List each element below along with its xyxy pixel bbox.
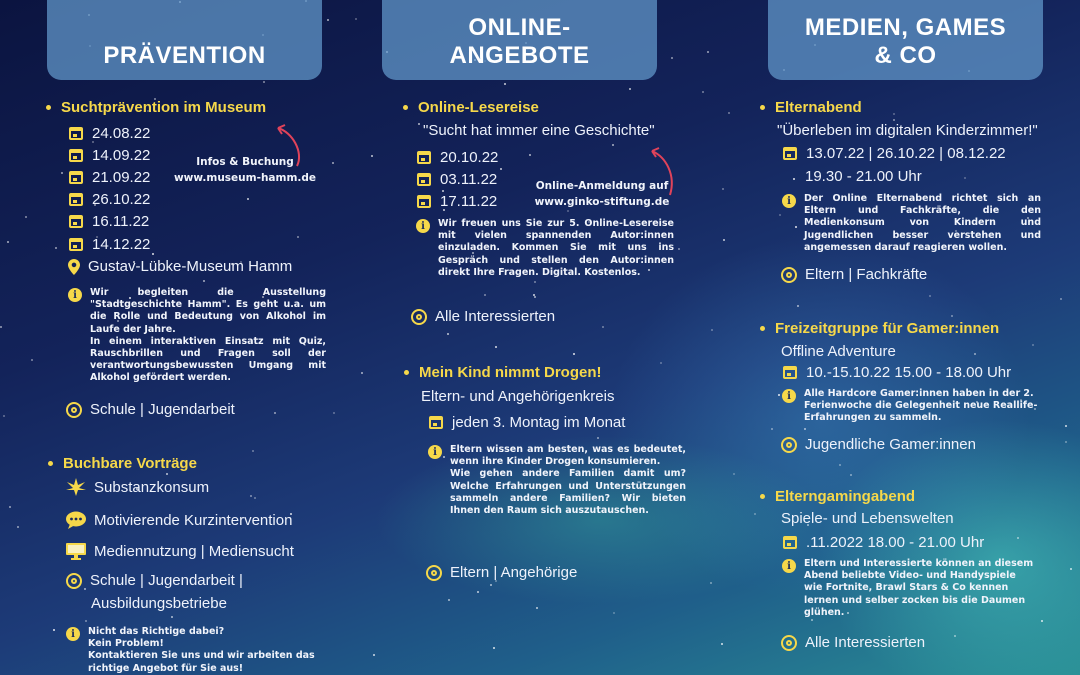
leaf-icon (66, 478, 86, 496)
target-icon (781, 267, 797, 283)
star-dot (797, 305, 799, 307)
star-dot (733, 473, 735, 475)
note-text: Wir freuen uns Sie zur 5. Online-Lesereise mit vielen spannenden Autor:innen einzuladen. Kommen Sie mit uns ins Gespräch und stellen den Autor:innen direkt Ihre Fragen. Digital. Kostenlos. (438, 218, 674, 278)
location-pin-icon (68, 259, 80, 275)
star-dot (839, 464, 841, 466)
bullet-icon (760, 105, 765, 110)
star-dot (811, 619, 813, 621)
star-dot (793, 178, 795, 180)
gamer-info-note (782, 388, 1042, 425)
bullet-icon (760, 494, 765, 499)
date-item (68, 125, 150, 142)
bullet-icon (760, 326, 765, 331)
star-dot (929, 295, 931, 297)
note-text: Der Online Elternabend richtet sich an Eltern und Fachkräfte, die den Medienkonsum von Kindern und Jugendlichen besser verstehen und angemessen darauf reagieren wollen. (804, 193, 1041, 253)
info-icon: i (66, 627, 80, 641)
star-dot (660, 362, 662, 364)
target-group-item (66, 572, 243, 589)
note-text: Nicht das Richtige dabei? Kein Problem! Kontaktieren Sie uns und wir arbeiten das richtige Angebot für Sie aus! (88, 626, 315, 674)
section-title-text: Freizeitgruppe für Gamer:innen (775, 320, 1000, 337)
star-dot (17, 526, 19, 528)
section-title-text: Elternabend (775, 99, 862, 116)
star-dot (448, 599, 450, 601)
star-dot (671, 57, 673, 59)
lesereise-info-note (416, 218, 674, 279)
star-dot (274, 412, 276, 414)
target-icon (66, 573, 82, 589)
date-text: 17.11.22 (440, 193, 498, 210)
star-dot (55, 247, 57, 249)
star-dot (613, 612, 615, 614)
target-icon (411, 309, 427, 325)
header-praevention: PRÄVENTION (47, 0, 322, 80)
date-item (68, 213, 149, 230)
note-text: Eltern wissen am besten, was es bedeutet, wenn ihre Kinder Drogen konsumieren. Wie gehen andere Familien damit um? Welche Erfahrungen und Unterstützungen sammeln andere Familien? Wir bieten Ihnen den Raum sich auszutauschen. (450, 444, 686, 517)
date-text: 10.-15.10.22 15.00 - 18.00 Uhr (806, 364, 1012, 381)
elternabend-info-note (782, 193, 1042, 254)
section-elterngamingabend (760, 488, 915, 505)
star-dot (252, 450, 254, 452)
star-dot (954, 635, 956, 637)
date-item (416, 171, 497, 188)
star-dot (707, 51, 709, 53)
target-text-continued: Ausbildungsbetriebe (91, 595, 227, 612)
bullet-icon (404, 370, 409, 375)
star-dot (152, 253, 154, 255)
star-dot (721, 643, 723, 645)
target-icon (66, 402, 82, 418)
info-icon: i (782, 194, 796, 208)
section-subtitle: "Überleben im digitalen Kinderzimmer!" (777, 122, 1038, 139)
note-text: Wir begleiten die Ausstellung "Stadtgeschichte Hamm". Es geht u.a. um die Rolle und Bedeutung von Alkohol im Laufe der Jahre. In einem interaktiven Einsatz mit Quiz, Rauschbrillen und Fragen soll der verantwortungsbewussten Umgang mit Alkohol gefördert werden. (90, 287, 326, 384)
section-buchbare-vortraege (48, 455, 197, 472)
star-dot (678, 248, 680, 250)
star-dot (711, 329, 713, 331)
target-text: Eltern | Fachkräfte (805, 266, 928, 283)
star-dot (728, 112, 730, 114)
target-text: Alle Interessierten (805, 634, 926, 651)
star-dot (974, 353, 976, 355)
gamingabend-info-note (782, 558, 1042, 619)
date-item (782, 534, 984, 551)
calendar-icon (416, 194, 432, 210)
target-text: Alle Interessierten (435, 308, 556, 325)
star-dot (500, 168, 502, 170)
star-dot (263, 81, 265, 83)
star-dot (9, 506, 11, 508)
section-subtitle: Spiele- und Lebenswelten (781, 510, 954, 527)
calendar-icon (782, 365, 798, 381)
date-text: 03.11.22 (440, 171, 498, 188)
star-dot (779, 214, 781, 216)
star-dot (171, 616, 173, 618)
date-item (68, 236, 150, 253)
star-dot (254, 497, 256, 499)
booking-label: Infos & Buchung (196, 156, 294, 168)
speech-bubble-icon (66, 511, 86, 529)
section-title-text: Buchbare Vorträge (63, 455, 197, 472)
target-text: Schule | Jugendarbeit (90, 401, 235, 418)
star-dot (493, 647, 495, 649)
section-title-text: Mein Kind nimmt Drogen! (419, 364, 602, 381)
vortraege-info-note (66, 626, 326, 675)
section-mein-kind-drogen (404, 364, 602, 381)
date-text: 20.10.22 (440, 149, 499, 166)
note-text: Alle Hardcore Gamer:innen haben in der 2. Ferienwoche die Gelegenheit neue Reallife- Erfahrungen zu sammeln. (804, 388, 1038, 424)
calendar-icon (68, 170, 84, 186)
star-dot (490, 584, 492, 586)
star-dot (893, 119, 895, 121)
star-dot (534, 281, 536, 283)
section-elternabend (760, 99, 862, 116)
date-text: jeden 3. Montag im Monat (452, 414, 626, 431)
target-text: Eltern | Angehörige (450, 564, 578, 581)
date-text: 26.10.22 (92, 191, 151, 208)
header-online-angebote: ONLINE- ANGEBOTE (382, 0, 657, 80)
star-dot (61, 172, 63, 174)
star-dot (754, 513, 756, 515)
target-group-item (66, 401, 235, 418)
star-dot (1070, 568, 1072, 570)
star-dot (1065, 425, 1067, 427)
target-text: Schule | Jugendarbeit | (90, 572, 243, 589)
star-dot (250, 495, 252, 497)
star-dot (612, 144, 614, 146)
topic-item (66, 542, 294, 560)
calendar-icon (68, 126, 84, 142)
star-dot (893, 113, 895, 115)
section-title-text: Online-Lesereise (418, 99, 539, 116)
drogen-info-note (428, 444, 686, 517)
bullet-icon (403, 105, 408, 110)
info-icon: i (782, 389, 796, 403)
star-dot (371, 155, 373, 157)
star-dot (447, 333, 449, 335)
star-dot (442, 190, 444, 192)
info-icon: i (428, 445, 442, 459)
topic-item (66, 511, 292, 529)
star-dot (536, 607, 538, 609)
section-online-lesereise (403, 99, 539, 116)
arrow-icon (644, 145, 684, 200)
star-dot (477, 591, 479, 593)
section-subtitle: "Sucht hat immer eine Geschichte" (423, 122, 655, 139)
date-item (428, 414, 625, 431)
date-item (416, 149, 498, 166)
info-icon: i (68, 288, 82, 302)
star-dot (804, 428, 806, 430)
date-text: 14.12.22 (92, 236, 151, 253)
star-dot (418, 123, 420, 125)
target-group-item (781, 634, 925, 651)
star-dot (203, 280, 205, 282)
target-icon (781, 635, 797, 651)
star-dot (1032, 344, 1034, 346)
date-text: 24.08.22 (92, 125, 151, 142)
star-dot (597, 437, 599, 439)
star-dot (85, 620, 87, 622)
star-dot (850, 474, 852, 476)
star-dot (361, 372, 363, 374)
info-icon: i (416, 219, 430, 233)
booking-url-link[interactable]: www.museum-hamm.de (173, 172, 317, 184)
calendar-icon (68, 237, 84, 253)
star-dot (3, 415, 5, 417)
calendar-icon (416, 150, 432, 166)
section-freizeitgruppe-gamer (760, 320, 999, 337)
calendar-icon (68, 192, 84, 208)
note-text: Eltern und Interessierte können an diesem Abend beliebte Video- und Handyspiele wie Fortnite, Brawl Stars & Co kennen lernen und selber zocken bis die Daumen glühen. (804, 558, 1034, 618)
monitor-icon (66, 542, 86, 560)
target-text: Jugendliche Gamer:innen (805, 436, 976, 453)
bullet-icon (48, 461, 53, 466)
star-dot (7, 241, 9, 243)
star-dot (495, 346, 497, 348)
star-dot (629, 88, 631, 90)
topic-item (66, 478, 209, 496)
star-dot (31, 359, 33, 361)
calendar-icon (782, 535, 798, 551)
star-dot (964, 177, 966, 179)
star-dot (778, 394, 780, 396)
star-dot (25, 216, 27, 218)
star-dot (247, 198, 249, 200)
star-dot (53, 629, 55, 631)
star-dot (573, 353, 575, 355)
star-dot (602, 326, 604, 328)
date-text: 21.09.22 (92, 169, 151, 186)
section-suchtpraevention-museum (46, 99, 266, 116)
calendar-icon (68, 148, 84, 164)
target-group-item (411, 308, 555, 325)
star-dot (333, 412, 335, 414)
date-item (782, 364, 1011, 381)
star-dot (355, 18, 357, 20)
star-dot (723, 239, 725, 241)
signup-url-link[interactable]: www.ginko-stiftung.de (534, 196, 670, 208)
date-item (68, 169, 150, 186)
section-subtitle: Eltern- und Angehörigenkreis (421, 388, 615, 405)
date-item (68, 191, 150, 208)
topic-text: Substanzkonsum (94, 478, 210, 496)
location-item (68, 258, 292, 275)
star-dot (771, 428, 773, 430)
signup-label: Online-Anmeldung auf (535, 180, 669, 192)
target-group-item (781, 266, 927, 283)
target-group-item (781, 436, 976, 453)
star-dot (332, 162, 334, 164)
star-dot (710, 582, 712, 584)
star-dot (702, 91, 704, 93)
calendar-icon (428, 415, 444, 431)
section-title-text: Elterngamingabend (775, 488, 916, 505)
time-text: 19.30 - 21.00 Uhr (805, 168, 922, 185)
calendar-icon (416, 172, 432, 188)
date-text: 13.07.22 | 26.10.22 | 08.12.22 (806, 145, 1006, 162)
star-dot (1065, 441, 1067, 443)
date-text: 16.11.22 (92, 213, 150, 230)
date-item (782, 145, 1006, 162)
calendar-icon (782, 146, 798, 162)
museum-info-note (68, 287, 326, 385)
topic-text: Mediennutzung | Mediensucht (94, 542, 294, 560)
date-text: 14.09.22 (92, 147, 151, 164)
star-dot (534, 296, 536, 298)
star-dot (504, 83, 506, 85)
bullet-icon (46, 105, 51, 110)
location-text: Gustav-Lübke-Museum Hamm (88, 258, 293, 275)
star-dot (373, 654, 375, 656)
info-icon: i (782, 559, 796, 573)
target-icon (781, 437, 797, 453)
star-dot (951, 315, 953, 317)
star-dot (529, 154, 531, 156)
date-text: .11.2022 18.00 - 21.00 Uhr (806, 534, 985, 551)
target-group-item (426, 564, 577, 581)
calendar-icon (68, 214, 84, 230)
arrow-icon (270, 122, 310, 172)
star-dot (1041, 620, 1043, 622)
date-item (416, 193, 497, 210)
section-subtitle: Offline Adventure (781, 343, 896, 360)
star-dot (722, 188, 724, 190)
star-dot (166, 473, 168, 475)
topic-text: Motivierende Kurzintervention (94, 511, 293, 529)
star-dot (567, 210, 569, 212)
section-title-text: Suchtprävention im Museum (61, 99, 267, 116)
star-dot (297, 236, 299, 238)
star-dot (1060, 298, 1062, 300)
star-dot (1017, 537, 1019, 539)
star-dot (327, 19, 329, 21)
target-icon (426, 565, 442, 581)
date-item (68, 147, 150, 164)
star-dot (484, 294, 486, 296)
star-dot (0, 326, 2, 328)
header-medien-games: MEDIEN, GAMES & CO (768, 0, 1043, 80)
